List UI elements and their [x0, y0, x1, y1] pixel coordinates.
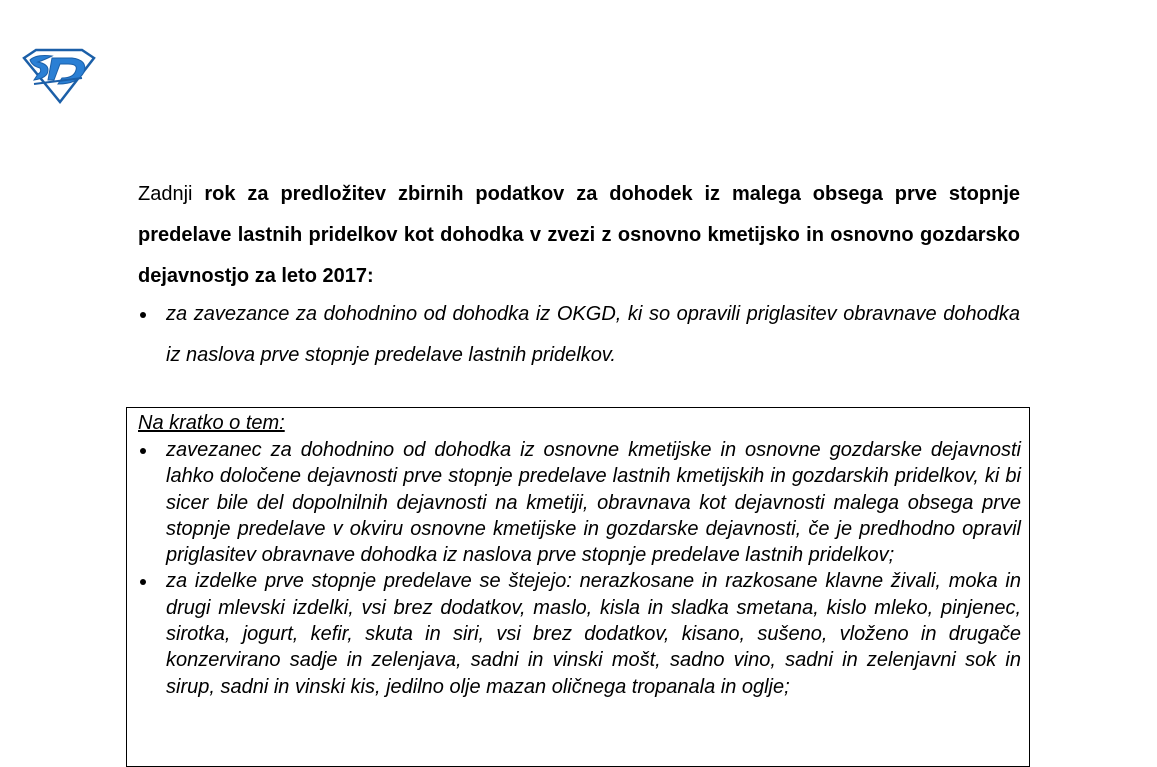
box-title: Na kratko o tem: [138, 412, 285, 434]
summary-bullets [138, 437, 1021, 700]
list-item: za izdelke prve stopnje predelave se štejejo: nerazkosane in razkosane klavne živali, moka in drugi mlevski izdelki, vsi brez dodatkov, maslo, kisla in sladka smetana, kislo mleko, pinjenec, sirotka, jogurt, kefir, skuta in siri, vsi brez dodatkov, kisano, sušeno, vloženo in drugače konzervirano sadje in zelenjava, sadni in vinski mošt, sadno vino, sadni in zelenjavni sok in sirup, sadni in vinski kis, jedilno olje mazan oličnega tropanala in oglje; [138, 568, 1021, 699]
sd-shield-logo-icon [22, 48, 96, 104]
intro-tail: : [366, 265, 374, 287]
intro-lead: Zadnji [138, 183, 205, 205]
deadline-bullets [138, 294, 1020, 376]
summary-box [126, 407, 1030, 767]
list-item: zavezanec za dohodnino od dohodka iz osnovne kmetijske in osnovne gozdarske dejavnosti lahko določene dejavnosti prve stopnje predelave lastnih kmetijskih in gozdarskih pridelkov, ki bi sicer bile del dopolnilnih dejavnosti na kmetiji, obravnava kot dejavnosti malega obsega prve stopnje predelave v okviru osnovne kmetijske in gozdarske dejavnosti, če je predhodno opravil priglasitev obravnave dohodka iz naslova prve stopnje predelave lastnih pridelkov; [138, 437, 1021, 568]
intro-paragraph [138, 174, 1020, 297]
intro-bold: rok za predložitev zbirnih podatkov za dohodek iz malega obsega prve stopnje predelave lastnih pridelkov kot dohodka v zvezi z osnovno kmetijsko in osnovno gozdarsko dejavnostjo za leto 2017 [138, 183, 1021, 287]
list-item: za zavezance za dohodnino od dohodka iz OKGD, ki so opravili priglasitev obravnave dohodka iz naslova prve stopnje predelave lastnih pridelkov. [138, 294, 1020, 376]
